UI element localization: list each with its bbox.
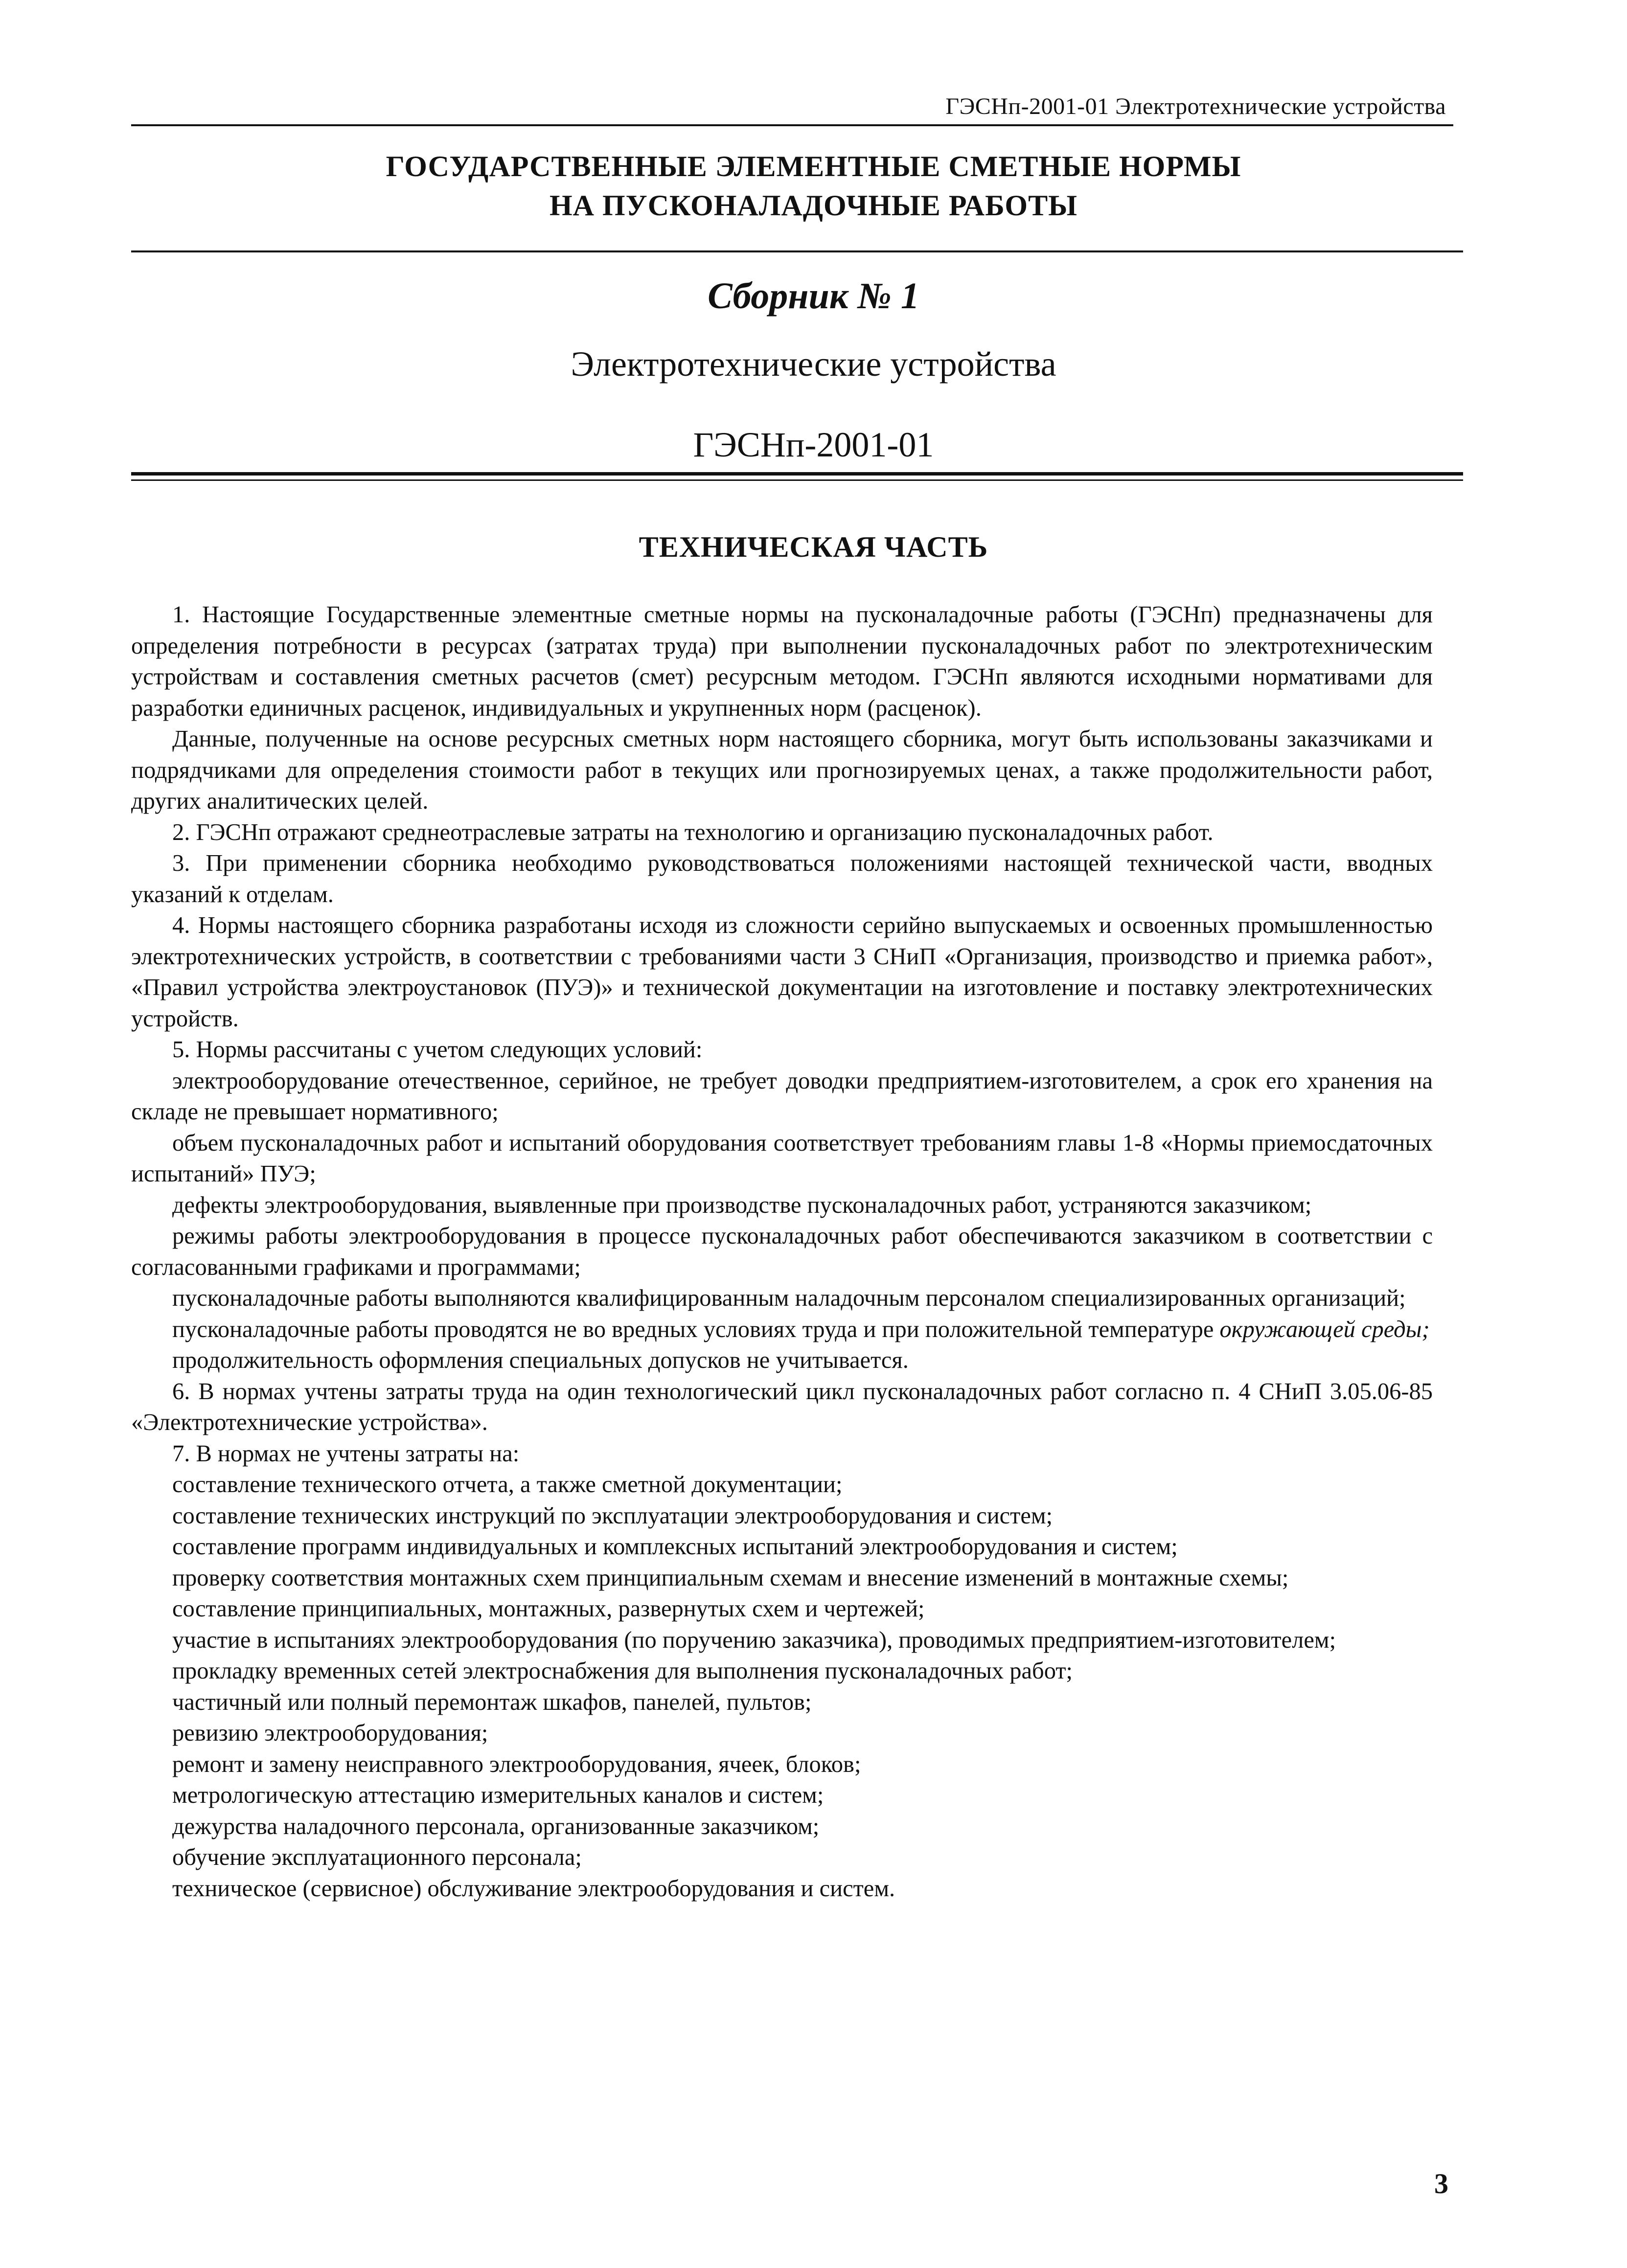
list-item: участие в испытаниях электрооборудования (по поручению заказчика), проводимых предприятием-изготовителем; — [172, 1627, 1336, 1653]
list-item: составление технических инструкций по эксплуатации электрооборудования и систем; — [172, 1502, 1053, 1529]
page-number: 3 — [1434, 2168, 1448, 2200]
list-item: метрологическую аттестацию измерительных каналов и систем; — [172, 1782, 824, 1808]
paragraph-environment — [131, 1314, 1433, 1345]
code-rule-thin — [131, 479, 1463, 481]
list-item: прокладку временных сетей электроснабжения для выполнения пусконаладочных работ; — [172, 1658, 1073, 1684]
paragraph: объем пусконаладочных работ и испытаний оборудования соответствует требованиям главы 1-8 «Нормы приемосдаточных испытаний» ПУЭ; — [131, 1130, 1433, 1187]
paragraph: 7. В нормах не учтены затраты на: — [172, 1440, 520, 1467]
paragraph: 5. Нормы рассчитаны с учетом следующих условий: — [172, 1037, 703, 1063]
list-item: техническое (сервисное) обслуживание электрооборудования и систем. — [172, 1875, 895, 1902]
paragraph: дефекты электрооборудования, выявленные при производстве пусконаладочных работ, устраняются заказчиком; — [172, 1192, 1312, 1218]
paragraph: 3. При применении сборника необходимо руководствоваться положениями настоящей технической части, вводных указаний к отделам. — [131, 850, 1433, 907]
paragraph: 6. В нормах учтены затраты труда на один технологический цикл пусконаладочных работ согласно п. 4 СНиП 3.05.06-85 «Электротехнические устройства». — [131, 1378, 1433, 1435]
list-item: проверку соответствия монтажных схем принципиальным схемам и внесение изменений в монтажные схемы; — [172, 1565, 1289, 1591]
code-rule-thick — [131, 472, 1463, 476]
title-rule — [131, 250, 1463, 252]
list-item: составление принципиальных, монтажных, развернутых схем и чертежей; — [172, 1596, 925, 1622]
list-item: дежурства наладочного персонала, организованные заказчиком; — [172, 1813, 820, 1839]
list-item: ремонт и замену неисправного электрооборудования, ячеек, блоков; — [172, 1751, 861, 1777]
paragraph: электрооборудование отечественное, серийное, не требует доводки предприятием-изготовителем, а срок его хранения на складе не превышает нормативного; — [131, 1067, 1433, 1125]
list-item: составление программ индивидуальных и комплексных испытаний электрооборудования и систем; — [172, 1534, 1178, 1560]
body-text — [131, 599, 1433, 1904]
main-title-line-2: НА ПУСКОНАЛАДОЧНЫЕ РАБОТЫ — [549, 189, 1077, 222]
paragraph: 1. Настоящие Государственные элементные сметные нормы на пусконаладочные работы (ГЭСНп) предназначены для определения потребности в ресурсах (затратах труда) при выполнении пусконаладочных работ по электротехническим устройствам и составления сметных расчетов (смет) ресурсным методом. ГЭСНп являются исходными нормативами для разработки единичных расценок, индивидуальных и укрупненных норм (расценок). — [131, 602, 1433, 721]
paragraph: режимы работы электрооборудования в процессе пусконаладочных работ обеспечиваются заказчиком в соответствии с согласованными графиками и программами; — [131, 1223, 1433, 1280]
paragraph: 2. ГЭСНп отражают среднеотраслевые затраты на технологию и организацию пусконаладочных работ. — [172, 819, 1214, 845]
paragraph: 4. Нормы настоящего сборника разработаны исходя из сложности серийно выпускаемых и освоенных промышленностью электротехнических устройств, в соответствии с требованиями части 3 СНиП «Организация, производство и приемка работ», «Правил устройства электроустановок (ПУЭ)» и технической документации на изготовление и поставку электротехнических устройств. — [131, 912, 1433, 1032]
running-head: ГЭСНп-2001-01 Электротехнические устройства — [945, 93, 1446, 119]
paragraph-environment-italic: окружающей среды; — [1219, 1316, 1430, 1342]
header-rule — [131, 124, 1453, 126]
collection-subject: Электротехнические устройства — [571, 344, 1056, 384]
main-title-line-1: ГОСУДАРСТВЕННЫЕ ЭЛЕМЕНТНЫЕ СМЕТНЫЕ НОРМЫ — [386, 150, 1241, 182]
list-item: составление технического отчета, а также сметной документации; — [172, 1472, 843, 1497]
list-item: частичный или полный перемонтаж шкафов, панелей, пультов; — [172, 1689, 812, 1715]
paragraph: Данные, полученные на основе ресурсных сметных норм настоящего сборника, могут быть использованы заказчиками и подрядчиками для определения стоимости работ в текущих или прогнозируемых ценах, а также продолжительности работ, других аналитических целей. — [131, 726, 1433, 814]
list-item: ревизию электрооборудования; — [172, 1720, 488, 1746]
paragraph: пусконаладочные работы выполняются квалифицированным наладочным персоналом специализированных организаций; — [172, 1285, 1406, 1311]
section-title: ТЕХНИЧЕСКАЯ ЧАСТЬ — [639, 531, 988, 563]
paragraph-environment-main: пусконаладочные работы проводятся не во вредных условиях труда и при положительной температуре — [172, 1316, 1214, 1342]
collection-label: Сборник № 1 — [708, 275, 919, 317]
paragraph: продолжительность оформления специальных допусков не учитывается. — [172, 1347, 909, 1373]
main-title — [0, 147, 1627, 225]
collection-code: ГЭСНп-2001-01 — [693, 425, 934, 464]
list-item: обучение эксплуатационного персонала; — [172, 1844, 582, 1870]
